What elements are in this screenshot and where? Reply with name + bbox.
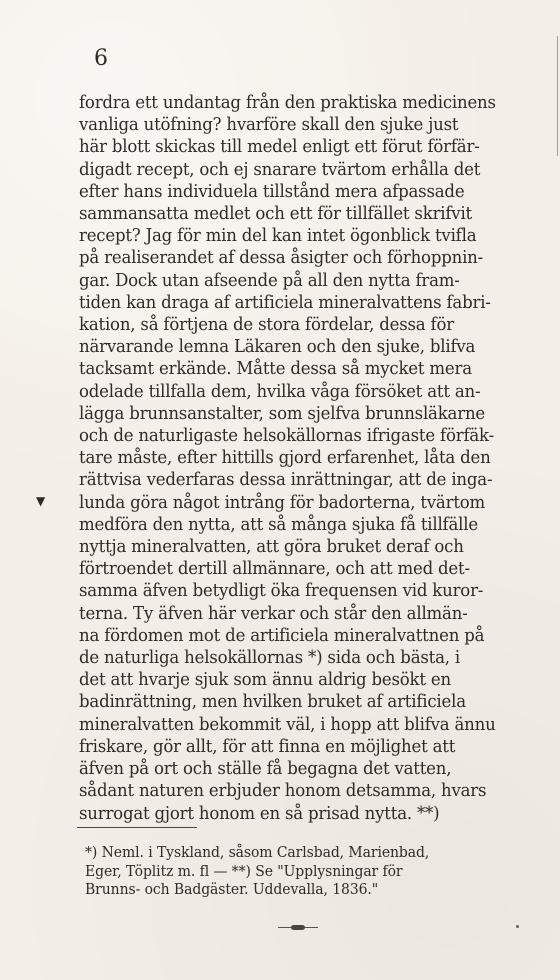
text-line: fordra ett undantag från den praktiska medicinens bbox=[79, 92, 496, 113]
text-line: äfven på ort och ställe få begagna det vatten, bbox=[79, 758, 452, 780]
main-text-block bbox=[79, 92, 531, 825]
bottom-ornament bbox=[278, 924, 318, 931]
text-line: kation, så förtjena de stora fördelar, dessa för bbox=[79, 314, 454, 336]
text-line: efter hans individuela tillstånd mera afpassade bbox=[79, 180, 465, 202]
text-line: odelade tillfalla dem, hvilka våga försöket att an- bbox=[79, 380, 481, 402]
footnote-line: Eger, Töplitz m. fl — **) Se "Upplysningar för bbox=[85, 861, 403, 880]
page-edge-rule bbox=[557, 36, 558, 156]
text-line: terna. Ty äfven här verkar och står den allmän- bbox=[79, 602, 468, 624]
text-line: sammansatta medlet och ett för tillfället skrifvit bbox=[79, 203, 472, 225]
text-line: vanliga utöfning? hvarföre skall den sjuke just bbox=[79, 114, 459, 136]
text-line: lägga brunnsanstalter, som sjelfva brunnsläkarne bbox=[79, 402, 486, 424]
text-line: friskare, gör allt, för att finna en möjlighet att bbox=[79, 735, 456, 757]
text-line: mineralvatten bekommit väl, i hopp att blifva ännu bbox=[79, 713, 496, 735]
text-line: nyttja mineralvatten, att göra bruket deraf och bbox=[79, 536, 464, 558]
text-line: tacksamt erkände. Måtte dessa så mycket mera bbox=[79, 358, 472, 380]
text-line: tiden kan draga af artificiela mineralvattens fabri- bbox=[79, 291, 491, 313]
text-line: sådant naturen erbjuder honom detsamma, hvars bbox=[79, 780, 487, 802]
text-line: digadt recept, och ej snarare tvärtom erhålla det bbox=[79, 158, 481, 180]
text-line: medföra den nytta, att så många sjuka få tillfälle bbox=[79, 513, 478, 535]
text-line: surrogat gjort honom en så prisad nytta. **) bbox=[79, 802, 440, 824]
text-line: samma äfven betydligt öka frequensen vid kuror- bbox=[79, 580, 484, 602]
text-line: badinrättning, men hvilken bruket af artificiela bbox=[79, 691, 466, 713]
footnote-line: *) Neml. i Tyskland, såsom Carlsbad, Marienbad, bbox=[85, 843, 430, 861]
text-line: rättvisa vederfaras dessa inrättningar, att de inga- bbox=[79, 469, 493, 491]
text-line: lunda göra något intrång för badorterna, tvärtom bbox=[79, 491, 486, 513]
footnote-divider bbox=[77, 827, 197, 828]
page-number: 6 bbox=[94, 46, 108, 71]
text-line: förtroendet dertill allmännare, och att med det- bbox=[79, 558, 470, 580]
margin-marker: ▼ bbox=[36, 494, 46, 508]
text-line: recept? Jag för min del kan intet ögonblick tvifla bbox=[79, 225, 477, 247]
text-line: tare måste, efter hittills gjord erfarenhet, låta den bbox=[79, 447, 491, 469]
footnotes-block bbox=[85, 843, 530, 899]
text-line: de naturliga helsokällornas *) sida och bästa, i bbox=[79, 647, 461, 669]
text-line: det att hvarje sjuk som ännu aldrig besökt en bbox=[79, 669, 451, 691]
text-line: na fördomen mot de artificiela mineralvattnen på bbox=[79, 624, 485, 646]
text-line: närvarande lemna Läkaren och den sjuke, blifva bbox=[79, 336, 476, 358]
ink-dot bbox=[516, 925, 519, 928]
text-line: här blott skickas till medel enligt ett förut förfär- bbox=[79, 136, 480, 158]
footnote-line: Brunns- och Badgäster. Uddevalla, 1836." bbox=[85, 880, 379, 899]
text-line: gar. Dock utan afseende på all den nytta fram- bbox=[79, 269, 460, 291]
text-line: och de naturligaste helsokällornas ifrigaste förfäk- bbox=[79, 425, 494, 447]
text-line: på realiserandet af dessa åsigter och förhoppnin- bbox=[79, 247, 484, 269]
